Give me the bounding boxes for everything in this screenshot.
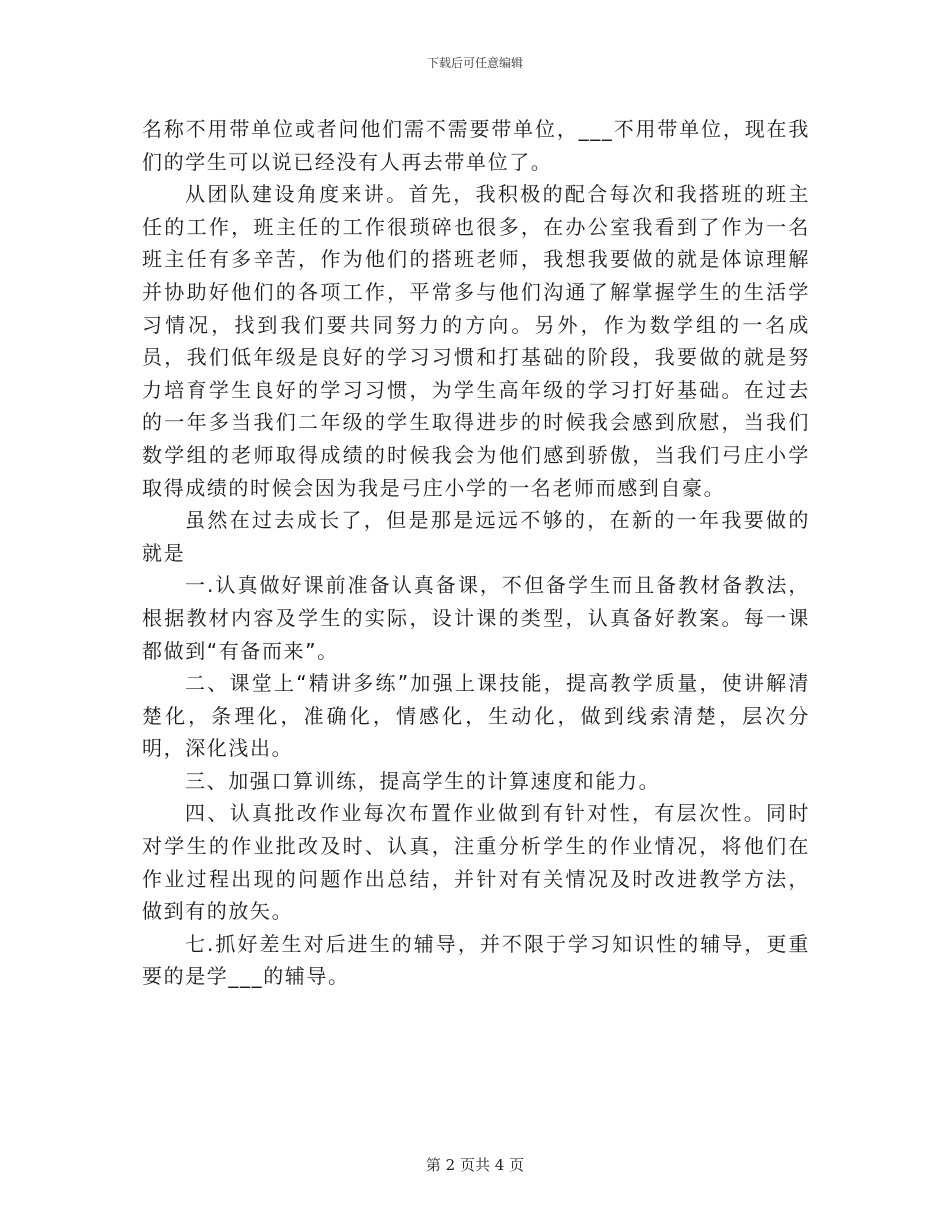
paragraph-6: 三、加强口算训练，提高学生的计算速度和能力。 — [185, 768, 661, 793]
page-header: 下载后可任意编辑 — [426, 56, 523, 70]
document-body — [142, 113, 810, 993]
paragraph-7: 四、认真批改作业每次布置作业做到有针对性，有层次性。同时对学生的作业批改及时、认真，注重分析学生的作业情况，将他们在作业过程出现的问题作出总结，并针对有关情况及时改进教学方法，做到有的放矢。 — [142, 801, 810, 924]
paragraph-1: 名称不用带单位或者问他们需不需要带单位，___不用带单位，现在我们的学生可以说已经没有人再去带单位了。 — [142, 117, 810, 174]
paragraph-3: 虽然在过去成长了，但是那是远远不够的，在新的一年我要做的就是 — [142, 508, 810, 565]
paragraph-4: 一.认真做好课前准备认真备课，不但备学生而且备教材备教法，根据教材内容及学生的实际，设计课的类型，认真备好教案。每一课都做到“有备而来”。 — [142, 573, 810, 663]
page-footer: 第 2 页共 4 页 — [425, 1156, 525, 1174]
paragraph-5: 二、课堂上“精讲多练”加强上课技能，提高教学质量，使讲解清楚化，条理化，准确化，情感化，生动化，做到线索清楚，层次分明，深化浅出。 — [142, 671, 810, 761]
paragraph-2: 从团队建设角度来讲。首先，我积极的配合每次和我搭班的班主任的工作，班主任的工作很琐碎也很多，在办公室我看到了作为一名班主任有多辛苦，作为他们的搭班老师，我想我要做的就是体谅理解并协助好他们的各项工作，平常多与他们沟通了解掌握学生的生活学习情况，找到我们要共同努力的方向。另外，作为数学组的一名成员，我们低年级是良好的学习习惯和打基础的阶段，我要做的就是努力培育学生良好的学习习惯，为学生高年级的学习打好基础。在过去的一年多当我们二年级的学生取得进步的时候我会感到欣慰，当我们数学组的老师取得成绩的时候我会为他们感到骄傲，当我们弓庄小学取得成绩的时候会因为我是弓庄小学的一名老师而感到自豪。 — [142, 182, 810, 500]
paragraph-8: 七.抓好差生对后进生的辅导，并不限于学习知识性的辅导，更重要的是学___的辅导。 — [142, 931, 810, 989]
